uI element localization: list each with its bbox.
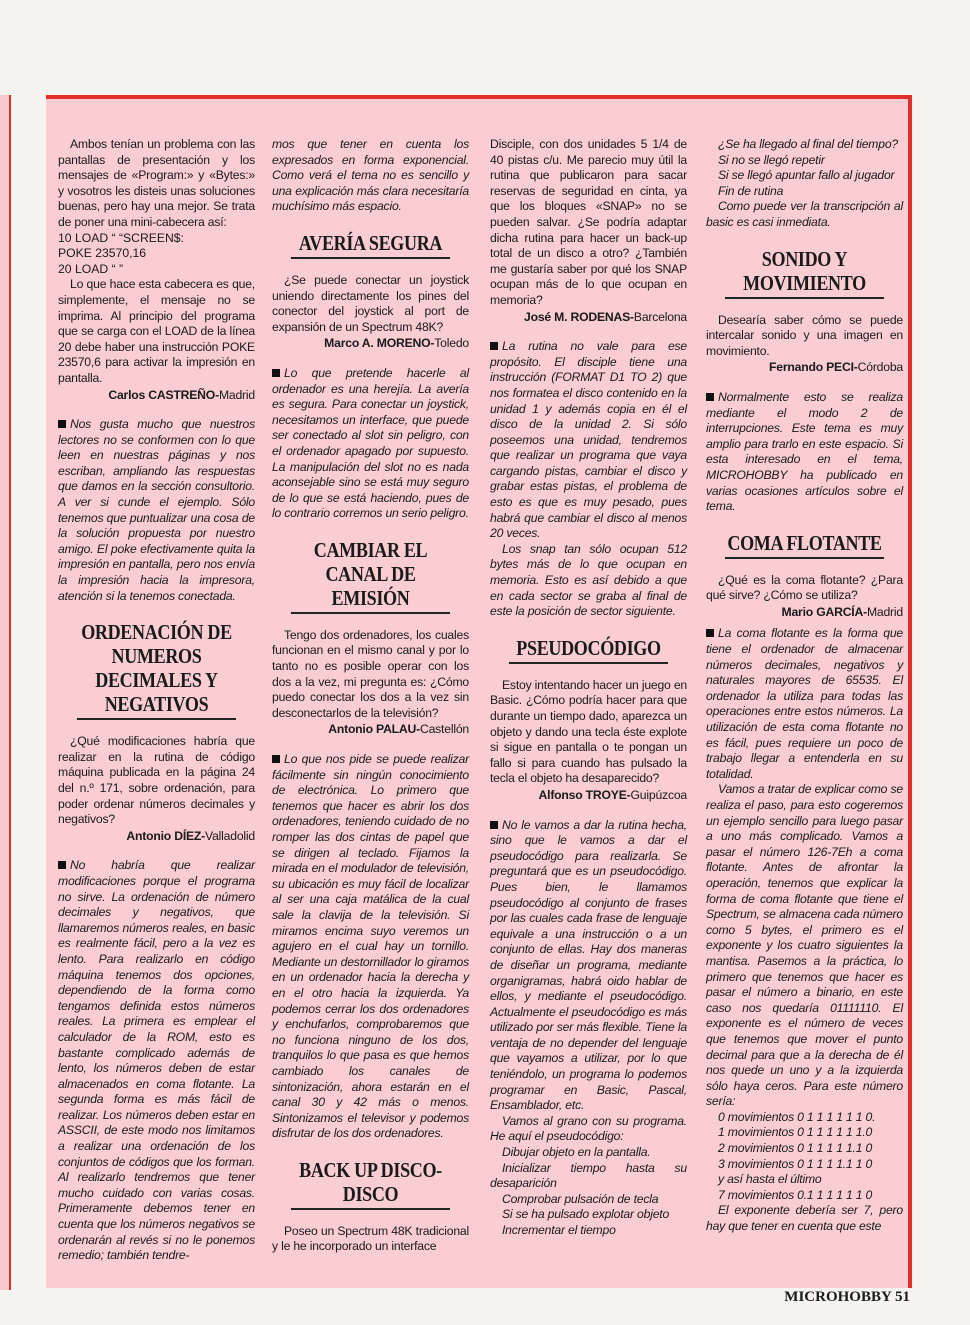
square-bullet-icon	[272, 369, 280, 377]
pseudocode-line: Si se llegó apuntar fallo al jugador	[718, 168, 895, 183]
magazine-name: MICROHOBBY	[784, 1289, 892, 1305]
code-line: 10 LOAD “ “SCREEN$:	[58, 230, 184, 245]
letter-text: Poseo un Spectrum 48K tradicional y le he incorporado un interface	[272, 1223, 469, 1254]
letter-text: Lo que hace esta cabecera es que, simplemente, el mensaje no se imprima. Al principio del programa que se carga con el LOAD de la línea 20 debe haber una instrucción POKE 23570,6 para activar la impresión en pantalla.	[58, 277, 255, 385]
signature: Mario GARCÍA-Madrid	[781, 604, 903, 619]
page-edge-strip	[0, 95, 11, 1290]
section-heading: AVERÍA SEGURA	[291, 231, 450, 259]
letter-text: ¿Qué modificaciones habría que realizar en la rutina de código máquina publicada en la página 24 del n.º 171, sobre ordenación, para poder ordenar números decimales y negativos?	[58, 734, 255, 827]
page-footer	[784, 1289, 910, 1306]
answer-text: El exponente debería ser 7, pero hay que tener en cuenta que este	[706, 1203, 903, 1234]
section-heading: BACK UP DISCO-DISCO	[291, 1158, 450, 1210]
answer-text: No habría que realizar modificaciones porque el programa no sirve. La ordenación de número decimales y negativos, que llamaremos números reales, en basic es realmente fácil, pero a la vez es lento. Para realizarlo en código máquina tenemos dos opciones, dependiendo de la forma como tengamos definida estos números reales. La primera es emplear el calculador de la ROM, esto es bastante complicado además de lento, los números deben de estar almacenados en coma flotante. La segunda forma es más fácil de realizar. Los números deben estar en ASSCII, de este modo nos limitamos a realizar una ordenación de los conjuntos de códigos que los forman. Al realizarlo tendremos que tener mucho cuidado con varias cosas. Primeramente debemos tener en cuenta que los números negativos se ordenarán al revés si no le ponemos remedio; también tendre-	[58, 858, 255, 1263]
pseudocode-line: Si no se llegó repetir	[718, 152, 825, 167]
answer-text: Lo que pretende hacerle al ordenador es una herejía. La avería es segura. Para conectar un joystick, necesitamos un interface, que puede ser conectado al slot sin peligro, con el ordenador apagado por supuesto. La manipulación del slot no es nada aconsejable sino se está muy seguro de lo que se está haciendo, pues de lo contrario corremos un serio peligro.	[272, 365, 469, 521]
letter-text: Estoy intentando hacer un juego en Basic. ¿Cómo podría hacer para que durante un tiempo dado, aparezca un objeto y dando una tecla éste explote si sigue en pantalla o te pongan un fallo si para cuando has pulsado la tecla el objeto ha desaparecido?	[490, 677, 687, 786]
section-heading: ORDENACIÓN DE NUMEROS DECIMALES Y NEGATIVOS	[77, 620, 236, 720]
answer-text: Nos gusta mucho que nuestros lectores no se conformen con lo que leen en nuestras páginas y nos escriban, ampliando las respuestas que damos en la sección consultorio. A ver si cunde el ejemplo. Sólo tenemos que puntualizar una cosa de la solución propuesta por nuestro amigo. El poke efectivamente quita la impresión en pantalla, pero nos envía la impresión hacia la impresora, atención si la tenemos conectada.	[58, 417, 255, 603]
square-bullet-icon	[58, 861, 66, 869]
binary-example-line: y así hasta el último	[718, 1172, 822, 1187]
section-heading: CAMBIAR EL CANAL DE EMISIÓN	[291, 538, 450, 614]
binary-example-line: 2 movimientos 0 1 1 1 1 1.1 0	[718, 1141, 873, 1156]
answer-text: Como puede ver la transcripción al basic es casi inmediata.	[706, 199, 903, 229]
letter-text: Desearía saber cómo se puede intercalar sonido y una imagen en movimiento.	[706, 312, 903, 358]
pseudocode-line: Incrementar el tiempo	[502, 1223, 616, 1237]
letter-text: Ambos tenían un problema con las pantallas de presentación y los mensajes de «Program:» y «Bytes:» y vosotros les disteis unas soluciones buenas, pero hay una mejor. Se trata de poner una mini-cabecera así:	[58, 137, 255, 229]
square-bullet-icon	[706, 629, 714, 637]
square-bullet-icon	[272, 755, 280, 763]
column-4	[706, 137, 903, 1235]
pseudocode-line: Fin de rutina	[718, 183, 784, 198]
answer-text: La coma flotante es la forma que tiene el ordenador de almacenar números decimales, negativos y naturales mayores de 65535. El ordenador la utiliza para todas las operaciones entre estos números. La utilización de esta coma flotante no es fácil, pues requiere un poco de trabajo llegar a entenderla en su totalidad.	[706, 626, 903, 781]
letter-text: Tengo dos ordenadores, los cuales funcionan en el mismo canal y por lo tanto no es posible operar con los dos a la vez, mi pregunta es: ¿Cómo puedo conectar los dos a la vez sin desconectarlos de la televisión?	[272, 627, 469, 720]
answer-text: Lo que nos pide se puede realizar fácilmente sin ningún conocimiento de electrónica. Lo primero que tenemos que hacer es abrir los dos ordenadores, teniendo cuidado de no romper las dos cintas de papel que se dirigen al teclado. Fijamos la mirada en el modulador de televisión, su ubicación es muy fácil de localizar al ser una caja matálica de la cual sale la clavija de la televisión. Si miramos encima suyo veremos un agujero en el cual hay un tornillo. Mediante un destornillador lo giramos en un ordenador hacia la derecha y en el otro hacia la izquierda. Ya podemos cerrar los dos ordenadores y enchufarlos, comprobaremos que no funciona ninguno de los dos, tranquilos lo que pasa es que hemos cambiado los canales de sintonización, ahora estarán en el canal 30 y 42 más o menos. Sintonizamos el televisor y podemos disfrutar de los dos ordenadores.	[272, 752, 469, 1141]
letter-text: ¿Qué es la coma flotante? ¿Para qué sirve? ¿Cómo se utiliza?	[706, 572, 903, 603]
signature: Carlos CASTREÑO-Madrid	[108, 387, 255, 402]
binary-example-line: 3 movimientos 0 1 1 1 1.1 1 0	[718, 1156, 873, 1171]
square-bullet-icon	[490, 821, 498, 829]
code-line: POKE 23570,16	[58, 246, 147, 261]
section-heading: COMA FLOTANTE	[725, 531, 884, 559]
square-bullet-icon	[58, 420, 66, 428]
letter-text: Disciple, con dos unidades 5 1/4 de 40 pistas c/u. Me parecio muy útil la rutina que publicaron para sacar reservas de seguridad en cinta, ya que los bloques «SNAP» no se pueden salvar. ¿Se podría adaptar dicha rutina para hacer un back-up total de un disco a otro? ¿También me gustaría saber por qué los SNAP ocupan más de lo que ocupan en memoria?	[490, 137, 687, 307]
binary-example-line: 0 movimientos 0 1 1 1 1 1 1 0.	[718, 1109, 876, 1124]
binary-example-line: 1 movimientos 0 1 1 1 1 1 1.0	[718, 1125, 873, 1140]
code-line: 20 LOAD “ ”	[58, 261, 124, 276]
pseudocode-line: Inicializar tiempo hasta su desaparición	[490, 1160, 687, 1191]
binary-example-line: 7 movimientos 0.1 1 1 1 1 1 0	[718, 1187, 873, 1202]
column-2	[272, 137, 469, 1255]
signature: José M. RODENAS-Barcelona	[524, 309, 687, 324]
signature: Fernando PECI-Córdoba	[769, 360, 903, 375]
answer-text: La rutina no vale para ese propósito. El disciple tiene una instrucción (FORMAT D1 TO 2) que nos formatea el disco contenido en la unidad 1 y además copia en él el disco de la unidad 2. Si sólo poseemos una unidad, tendremos que realizar un programa que vaya cargando pistas, cambiar el disco y grabar estas pistas, el problema de esto es que es muy pesado, pues habrá que cambiar el disco al menos 20 veces.	[490, 339, 687, 541]
signature: Antonio PALAU-Castellón	[328, 722, 469, 737]
pseudocode-line: ¿Se ha llegado al final del tiempo?	[718, 137, 898, 151]
answer-text: No le vamos a dar la rutina hecha, sino que le vamos a dar el pseudocódigo para realizarla. Se preguntará que es un pseudocódigo. Pues bien, le llamamos pseudocódigo al conjunto de frases por las cuales cada frase de lenguaje equivale a una instrucción o a un conjunto de ellas. Hay dos maneras de diseñar un programa, mediante organigramas, habrá oido hablar de ellos, y mediante el pseudocódigo. Actualmente el pseudocódigo es más utilizado por ser más flexible. Tiene la ventaja de no depender del lenguaje que vayamos a utilizar, por lo que teniéndolo, un programa lo podemos programar en Basic, Pascal, Ensamblador, etc.	[490, 817, 687, 1113]
answer-text: Los snap tan sólo ocupan 512 bytes más de lo que ocupan en memoria. Esto es así debido a que en cada sector se graba al final de este la posición de sector siguiente.	[490, 541, 687, 619]
section-heading: SONIDO Y MOVIMIENTO	[725, 247, 884, 299]
pseudocode-line: Dibujar objeto en la pantalla.	[502, 1145, 651, 1160]
answer-text: mos que tener en cuenta los expresados en forma exponencial. Como verá el tema no es sencillo y una explicación más clara necesitaría muchísimo más espacio.	[272, 137, 469, 214]
column-3	[490, 137, 687, 1239]
signature: Antonio DÍEZ-Valladolid	[126, 828, 255, 843]
pseudocode-line: Si se ha pulsado explotar objeto	[502, 1207, 670, 1222]
answer-text: Vamos a tratar de explicar como se realiza el paso, para esto cogeremos un ejemplo sencillo para luego pasar a uno más complicado. Vamos a pasar el número 126-7Eh a coma flotante. Antes de afrontar la operación, tenemos que explicar la forma de coma flotante que tiene el Spectrum, se almacena cada número como 5 bytes, el primero es el exponente y los cuatro siguientes la mantisa. Pasemos a la práctica, lo primero que tenemos que hacer es pasar el número a binario, en este caso nos quedaría 01111110. El exponente es el número de veces que tenemos que mover el punto decimal para que a la derecha de él nos quede un uno y a la izquierda sólo haya ceros. Para este número sería:	[706, 782, 903, 1109]
answer-text: Normalmente esto se realiza mediante el modo 2 de interrupciones. Este tema es muy amplio para trarlo en este espacio. Si esta interesado en el tema, MICROHOBBY ha publicado en varias ocasiones artículos sobre el tema.	[706, 389, 903, 514]
pseudocode-line: Comprobar pulsación de tecla	[502, 1191, 659, 1206]
letter-text: ¿Se puede conectar un joystick uniendo directamente los pines del conector del joystick al port de expansión de un Spectrum 48K?	[272, 272, 469, 334]
content-panel	[46, 95, 912, 1288]
signature: Marco A. MORENO-Toledo	[324, 336, 469, 351]
page-number: 51	[895, 1289, 910, 1305]
section-heading: PSEUDOCÓDIGO	[509, 636, 668, 664]
signature: Alfonso TROYE-Guipúzcoa	[538, 787, 687, 802]
square-bullet-icon	[706, 393, 714, 401]
column-1	[58, 137, 255, 1264]
answer-text: Vamos al grano con su programa. He aquí el pseudocódigo:	[490, 1113, 687, 1144]
square-bullet-icon	[490, 342, 498, 350]
